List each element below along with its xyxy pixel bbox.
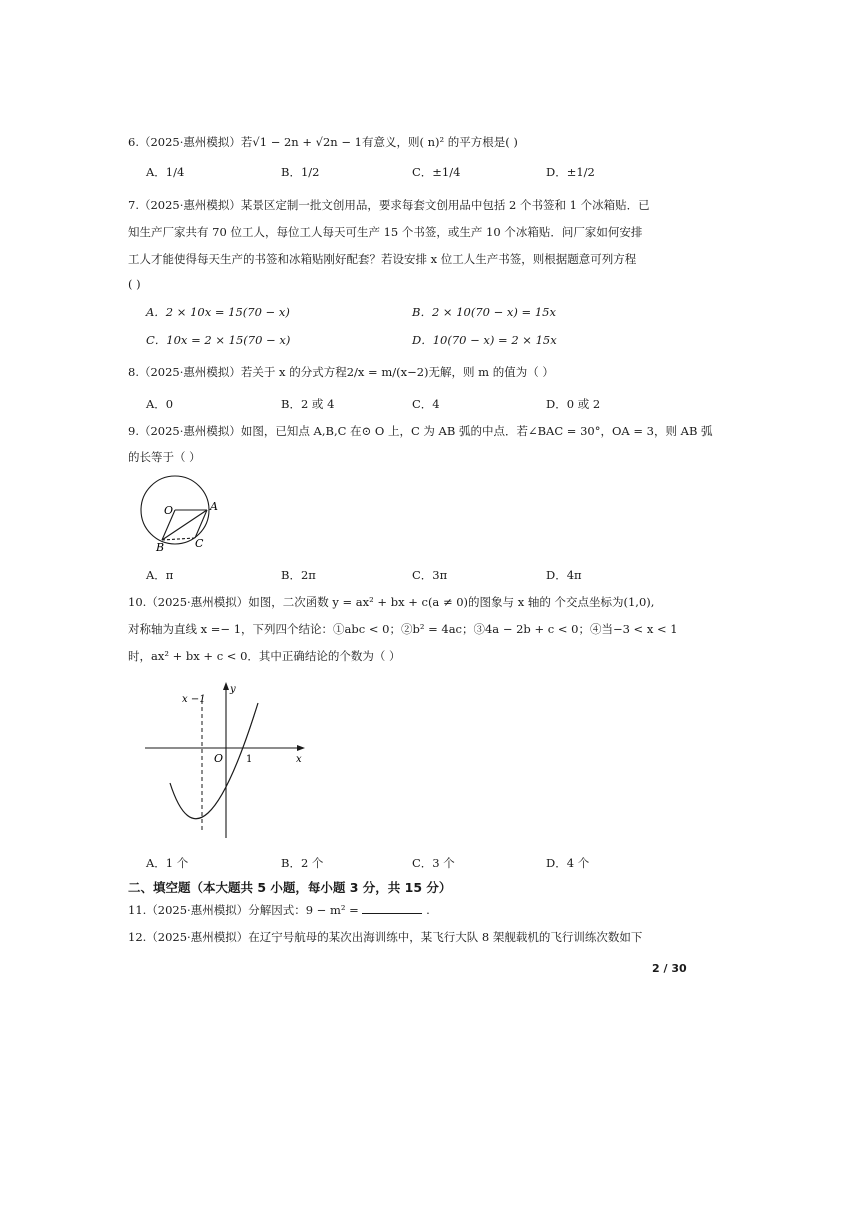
- q8-stem: 8.（2025·惠州模拟）若关于 x 的分式方程2/x = m/(x−2)无解，则 m 的值为（ ）: [128, 365, 554, 379]
- q10-option-b: B．2 个: [281, 856, 324, 870]
- q6-option-b: B．1/2: [281, 165, 320, 179]
- q7-line-3: 工人才能使得每天生产的书签和冰箱贴刚好配套？若设安排 x 位工人生产书签，则根据题意可列方程: [128, 252, 637, 266]
- q12-stem: 12.（2025·惠州模拟）在辽宁号航母的某次出海训练中，某飞行大队 8 架舰载机的飞行训练次数如下: [128, 930, 643, 944]
- q10-line-3: 时，ax² + bx + c < 0．其中正确结论的个数为（ ）: [128, 649, 401, 663]
- q9-line-1: 9.（2025·惠州模拟）如图，已知点 A,B,C 在⊙ O 上，C 为 AB 弧的中点．若∠BAC = 30°，OA = 3，则 AB 弧: [128, 424, 713, 438]
- q9-line-2: 的长等于（ ）: [128, 450, 201, 464]
- q10-option-a: A．1 个: [146, 856, 189, 870]
- q10-line-1: 10.（2025·惠州模拟）如图，二次函数 y = ax² + bx + c(a ≠ 0)的图象与 x 轴的 个交点坐标为(1,0),: [128, 595, 655, 609]
- q8-option-c: C．4: [412, 397, 440, 411]
- label-o: O: [164, 504, 174, 517]
- x-axis-arrow: [297, 745, 305, 751]
- q7-option-c: C．10x = 2 × 15(70 − x): [146, 333, 291, 347]
- q11-end: .: [426, 903, 430, 917]
- q8-option-d: D．0 或 2: [546, 397, 601, 411]
- label-a: A: [210, 500, 218, 513]
- segment-bc: [162, 538, 195, 540]
- q10-option-c: C．3 个: [412, 856, 455, 870]
- q7-option-b: B．2 × 10(70 − x) = 15x: [412, 305, 556, 319]
- label-one: 1: [246, 754, 253, 765]
- q7-line-2: 知生产厂家共有 70 位工人，每位工人每天可生产 15 个书签，或生产 10 个冰箱贴．问厂家如何安排: [128, 225, 643, 239]
- q7-option-d: D．10(70 − x) = 2 × 15x: [412, 333, 557, 347]
- q7-line-1: 7.（2025·惠州模拟）某景区定制一批文创用品，要求每套文创用品中包括 2 个书签和 1 个冰箱贴．已: [128, 198, 650, 212]
- q9-option-a: A．π: [146, 568, 174, 582]
- page-number: 2 / 30: [652, 962, 687, 975]
- q9-option-c: C．3π: [412, 568, 448, 582]
- q7-line-4: ( ): [128, 277, 141, 291]
- q9-circle-figure: [135, 472, 225, 554]
- q7-option-a: A．2 × 10x = 15(70 − x): [146, 305, 290, 319]
- q11-answer-blank[interactable]: [362, 902, 422, 914]
- q8-option-a: A．0: [146, 397, 174, 411]
- y-axis-arrow: [223, 682, 229, 690]
- q6-stem: 6.（2025·惠州模拟）若√1 − 2n + √2n − 1有意义，则( n)² 的平方根是( ): [128, 135, 518, 149]
- q9-option-d: D．4π: [546, 568, 582, 582]
- label-y: y: [230, 684, 236, 695]
- q6-option-a: A．1/4: [146, 165, 185, 179]
- q6-option-d: D．±1/2: [546, 165, 595, 179]
- q11-stem: 11.（2025·惠州模拟）分解因式：9 − m² =: [128, 903, 359, 917]
- label-o: O: [214, 752, 224, 765]
- q6-option-c: C．±1/4: [412, 165, 461, 179]
- section-title: 二、填空题（本大题共 5 小题，每小题 3 分，共 15 分）: [128, 880, 452, 895]
- label-axis-line: x −1: [182, 694, 206, 705]
- label-x: x: [296, 754, 302, 765]
- q10-line-2: 对称轴为直线 x =− 1，下列四个结论：①abc < 0；②b² = 4ac；③4a − 2b + c < 0；④当−3 < x < 1: [128, 622, 678, 636]
- label-c: C: [195, 537, 204, 550]
- q10-option-d: D．4 个: [546, 856, 590, 870]
- q11-line: [128, 902, 430, 918]
- label-b: B: [156, 541, 165, 554]
- q8-option-b: B．2 或 4: [281, 397, 335, 411]
- q9-option-b: B．2π: [281, 568, 316, 582]
- q10-parabola-figure: [140, 678, 315, 843]
